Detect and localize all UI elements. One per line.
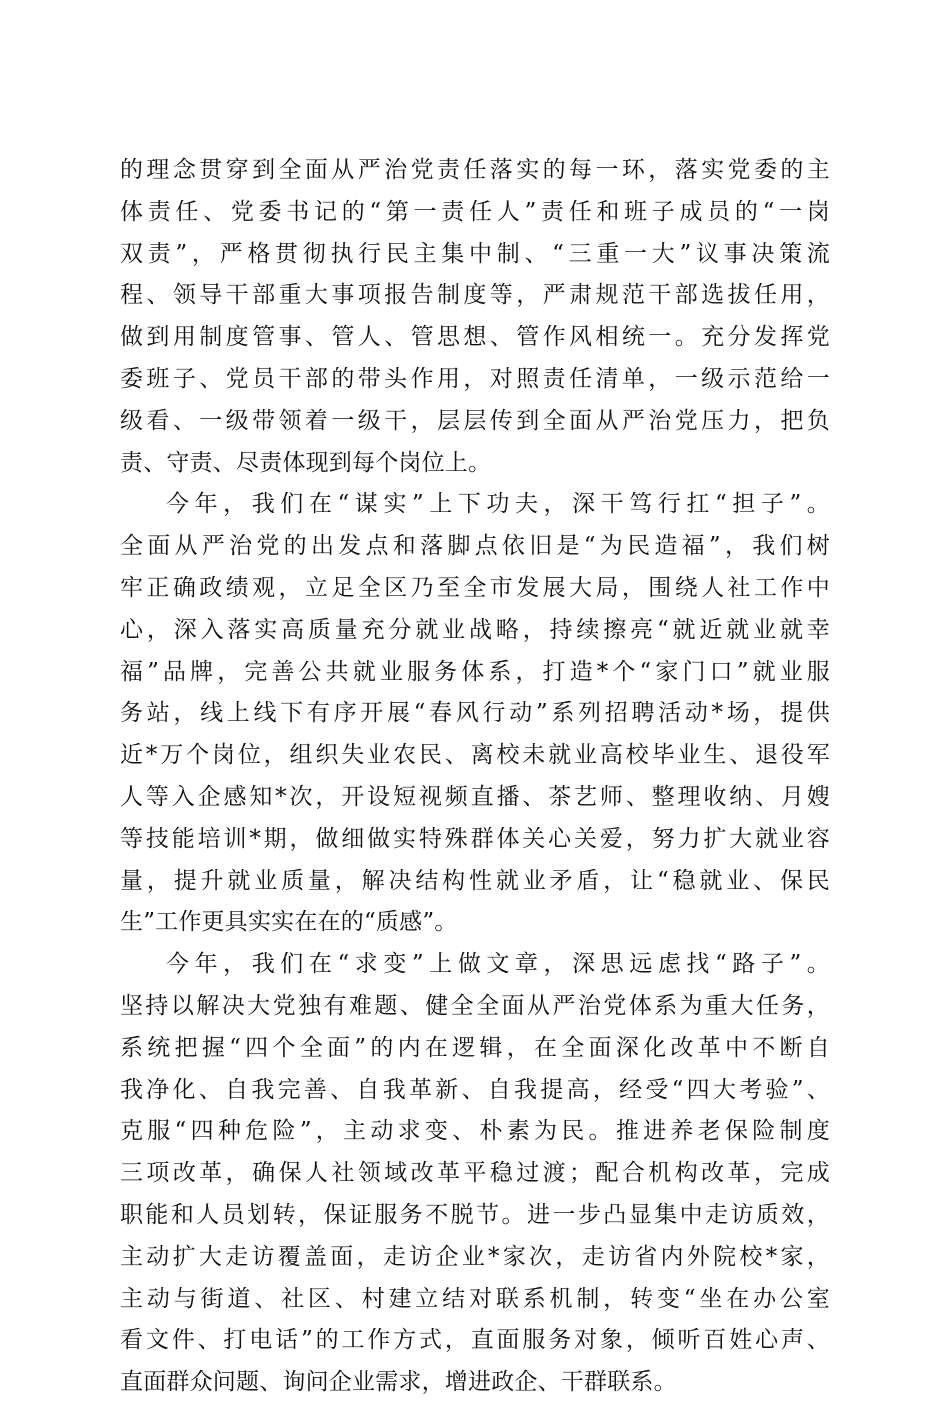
text-line: 主动扩大走访覆盖面，走访企业*家次，走访省内外院校*家， xyxy=(120,1243,830,1270)
text-line: 系统把握“四个全面”的内在逻辑，在全面深化改革中不断自 xyxy=(120,1034,830,1061)
text-line: 等技能培训*期，做细做实特殊群体关心关爱，努力扩大就业容 xyxy=(120,825,830,852)
text-line: 主动与街道、社区、村建立结对联系机制，转变“坐在办公室 xyxy=(120,1285,830,1312)
text-line: 三项改革，确保人社领域改革平稳过渡；配合机构改革，完成 xyxy=(120,1160,830,1187)
paragraph-3 xyxy=(120,944,830,1404)
body-text xyxy=(120,150,830,1404)
text-line: 的理念贯穿到全面从严治党责任落实的每一环，落实党委的主 xyxy=(120,157,830,183)
text-line: 近*万个岗位，组织失业农民、离校未就业高校毕业生、退役军 xyxy=(120,742,830,769)
text-line: 坚持以解决大党独有难题、健全全面从严治党体系为重大任务， xyxy=(120,992,830,1019)
text-line: 职能和人员划转，保证服务不脱节。进一步凸显集中走访质效， xyxy=(120,1201,830,1228)
paragraph-1 xyxy=(120,150,830,484)
text-line: 委班子、党员干部的带头作用，对照责任清单，一级示范给一 xyxy=(120,365,830,392)
text-line: 看文件、打电话”的工作方式，直面服务对象，倾听百姓心声、 xyxy=(120,1327,830,1354)
text-line: 量，提升就业质量，解决结构性就业矛盾，让“稳就业、保民 xyxy=(120,867,830,894)
text-line: 务站，线上线下有序开展“春风行动”系列招聘活动*场，提供 xyxy=(120,700,830,727)
text-line: 人等入企感知*次，开设短视频直播、茶艺师、整理收纳、月嫂 xyxy=(120,783,830,810)
text-line: 双责”，严格贯彻执行民主集中制、“三重一大”议事决策流 xyxy=(120,240,830,267)
text-line: 体责任、党委书记的“第一责任人”责任和班子成员的“一岗 xyxy=(120,198,830,225)
text-line: 直面群众问题、询问企业需求，增进政企、干群联系。 xyxy=(120,1369,677,1396)
text-line: 责、守责、尽责体现到每个岗位上。 xyxy=(120,449,492,476)
text-line: 福”品牌，完善公共就业服务体系，打造*个“家门口”就业服 xyxy=(120,658,830,685)
text-line: 全面从严治党的出发点和落脚点依旧是“为民造福”，我们树 xyxy=(120,533,830,560)
text-line: 程、领导干部重大事项报告制度等，严肃规范干部选拔任用， xyxy=(120,282,830,309)
text-line: 级看、一级带领着一级干，层层传到全面从严治党压力，把负 xyxy=(120,407,830,434)
text-line: 克服“四种危险”，主动求变、朴素为民。推进养老保险制度 xyxy=(120,1118,830,1145)
text-line: 做到用制度管事、管人、管思想、管作风相统一。充分发挥党 xyxy=(120,324,830,351)
text-line: 生”工作更具实实在在的“质感”。 xyxy=(120,909,458,936)
text-line: 心，深入落实高质量充分就业战略，持续擦亮“就近就业就幸 xyxy=(120,616,830,643)
text-line: 今年，我们在“求变”上做文章，深思远虑找“路子”。 xyxy=(166,951,830,978)
text-line: 今年，我们在“谋实”上下功夫，深干笃行扛“担子”。 xyxy=(166,491,830,518)
text-line: 我净化、自我完善、自我革新、自我提高，经受“四大考验”、 xyxy=(120,1076,830,1103)
text-line: 牢正确政绩观，立足全区乃至全市发展大局，围绕人社工作中 xyxy=(120,574,830,601)
paragraph-2 xyxy=(120,484,830,944)
